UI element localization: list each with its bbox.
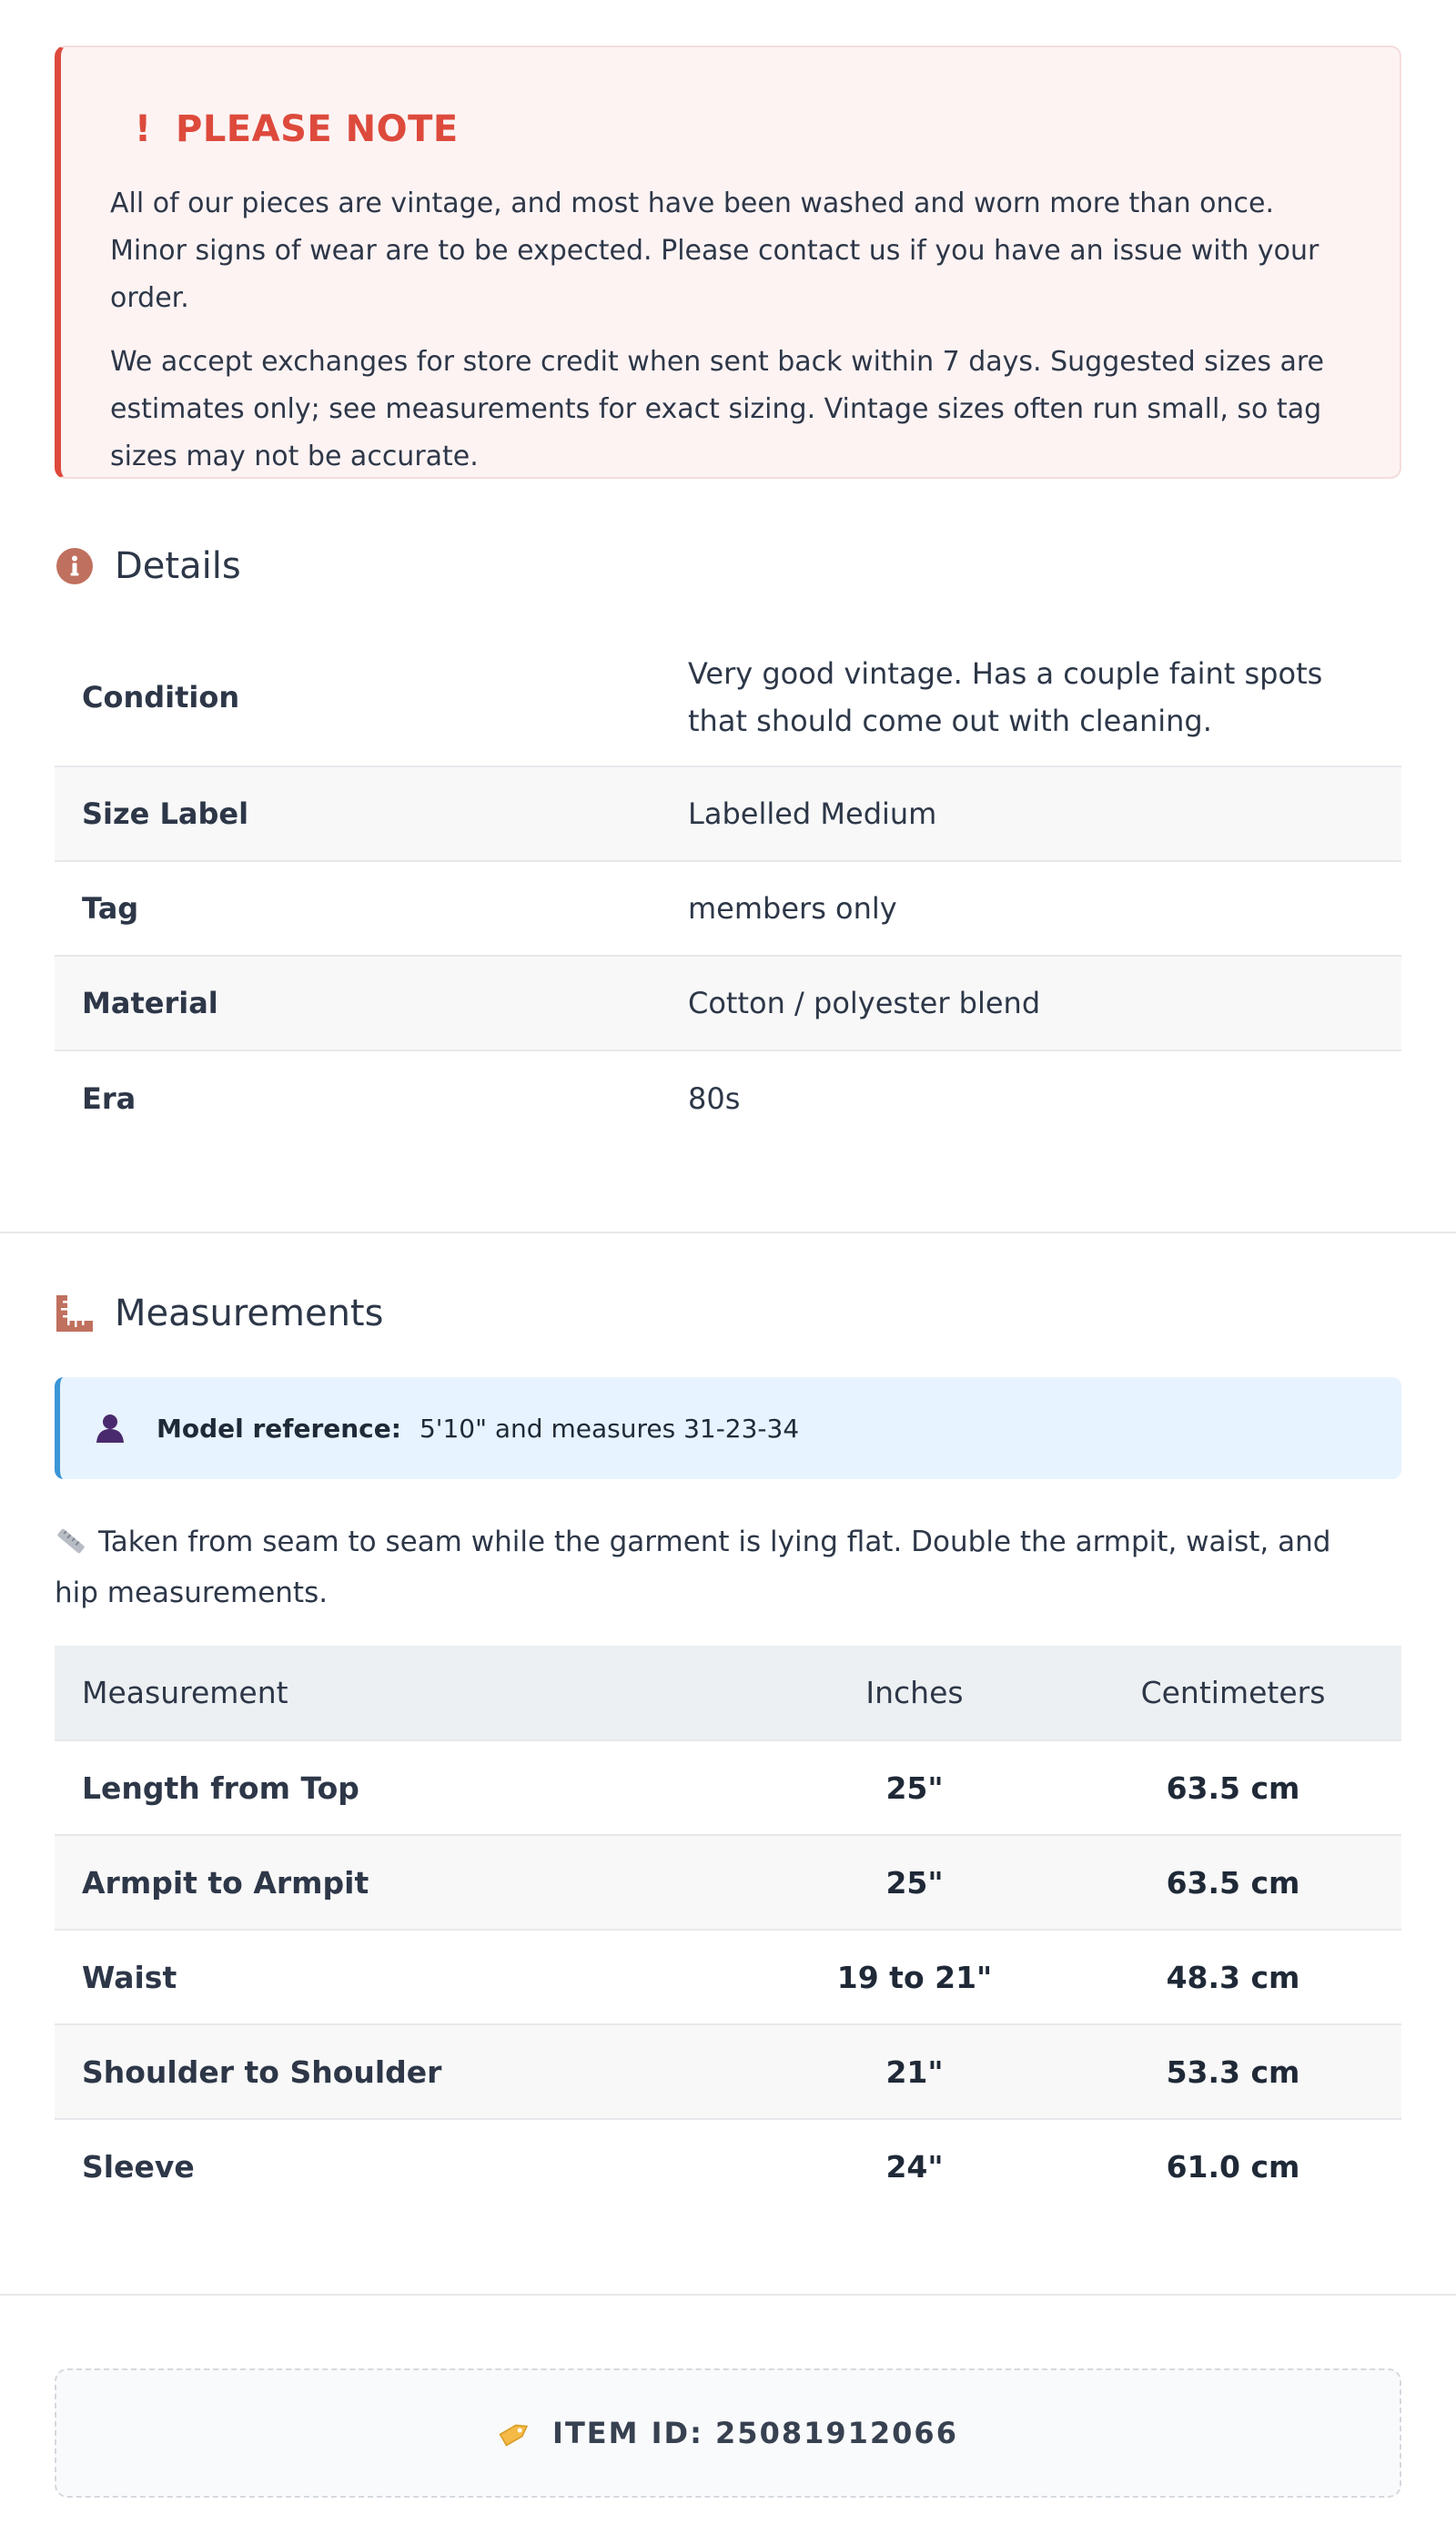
measurement-note-text: Taken from seam to seam while the garment is lying flat. Double the armpit, waist, and hip measurements. xyxy=(55,1526,1331,1609)
detail-value: Very good vintage. Has a couple faint spots that should come out with cleaning. xyxy=(661,628,1401,766)
measurement-cm: 61.0 cm xyxy=(1166,2149,1300,2185)
table-row xyxy=(55,1930,1401,2024)
table-row xyxy=(55,2119,1401,2214)
measurement-inches: 25" xyxy=(764,1835,1065,1930)
section-title: Measurements xyxy=(115,1293,384,1334)
exclamation-icon: ! xyxy=(134,108,152,150)
measurement-inches: 24" xyxy=(885,2149,944,2185)
price-tag-icon xyxy=(498,2418,532,2449)
model-reference-label: Model reference: xyxy=(157,1413,401,1444)
measurement-inches: 25" xyxy=(764,1740,1065,1835)
pencil-icon xyxy=(55,1522,87,1569)
column-header: Inches xyxy=(764,1646,1065,1740)
notice-paragraph: We accept exchanges for store credit when sent back within 7 days. Suggested sizes are estimates only; see measurements for exact sizing. Vintage sizes often run small, so tag sizes may not be accurate. xyxy=(110,346,1325,472)
model-reference-value: 5'10" and measures 31-23-34 xyxy=(419,1413,800,1444)
measurement-note xyxy=(55,1518,1365,1617)
measurement-cm: 63.5 cm xyxy=(1065,1740,1401,1835)
detail-value: 80s xyxy=(688,1080,741,1116)
measurement-name: Sleeve xyxy=(82,2149,195,2185)
measurement-name: Length from Top xyxy=(55,1740,764,1835)
please-note-banner xyxy=(55,46,1401,479)
measurements-table xyxy=(55,1646,1401,2214)
table-row xyxy=(55,956,1401,1050)
measurement-inches: 21" xyxy=(764,2024,1065,2119)
detail-label: Tag xyxy=(55,861,661,956)
column-header: Centimeters xyxy=(1065,1646,1401,1740)
table-row xyxy=(55,861,1401,956)
detail-value: Labelled Medium xyxy=(661,766,1401,861)
model-reference-callout xyxy=(55,1377,1401,1479)
section-title: Details xyxy=(115,545,241,587)
measurement-cm: 63.5 cm xyxy=(1065,1835,1401,1930)
detail-value: members only xyxy=(661,861,1401,956)
table-row xyxy=(55,1050,1401,1145)
item-id-label: ITEM ID: 25081912066 xyxy=(552,2416,958,2450)
table-row xyxy=(55,2024,1401,2119)
measurement-cm: 53.3 cm xyxy=(1065,2024,1401,2119)
item-id-box xyxy=(55,2368,1401,2498)
measurement-cm: 48.3 cm xyxy=(1065,1930,1401,2024)
info-circle-icon xyxy=(55,546,95,586)
table-row xyxy=(55,766,1401,861)
section-divider xyxy=(0,2294,1456,2296)
table-header-row xyxy=(55,1646,1401,1740)
measurement-name: Waist xyxy=(55,1930,764,2024)
ruler-icon xyxy=(55,1293,95,1333)
details-heading xyxy=(55,539,241,593)
table-row xyxy=(55,1740,1401,1835)
detail-label: Size Label xyxy=(55,766,661,861)
measurement-inches: 19 to 21" xyxy=(764,1930,1065,2024)
detail-label: Material xyxy=(55,956,661,1050)
section-divider xyxy=(0,1232,1456,1233)
detail-label: Condition xyxy=(55,628,661,766)
measurement-name: Armpit to Armpit xyxy=(55,1835,764,1930)
notice-paragraph: All of our pieces are vintage, and most have been washed and worn more than once. Minor signs of wear are to be expected. Please contact us if you have an issue with your order. xyxy=(110,188,1320,314)
person-icon xyxy=(95,1413,126,1444)
table-row xyxy=(55,628,1401,766)
notice-title: PLEASE NOTE xyxy=(176,108,459,150)
details-table xyxy=(55,628,1401,1145)
table-row xyxy=(55,1835,1401,1930)
measurements-heading xyxy=(55,1286,383,1341)
detail-value: Cotton / polyester blend xyxy=(661,956,1401,1050)
measurement-name: Shoulder to Shoulder xyxy=(55,2024,764,2119)
detail-label: Era xyxy=(82,1080,136,1116)
column-header: Measurement xyxy=(55,1646,764,1740)
